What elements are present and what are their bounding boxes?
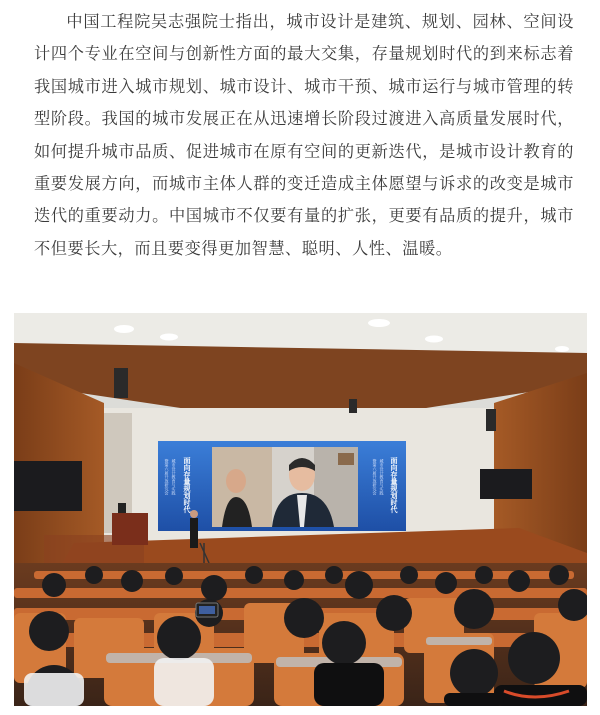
article-paragraph: 中国工程院吴志强院士指出，城市设计是建筑、规划、园林、空间设计四个专业在空间与创新性方面的最大交集，存量规划时代的到来标志着我国城市进入城市规划、城市设计、城市干预、城市运行与城市管理的转型阶段。我国的城市发展正在从迅速增长阶段过渡进入高质量发展时代，如何提升城市品质、促进城市在原有空间的更新迭代，是城市设计教育的重要发展方向，而城市主体人群的变迁造成主体愿望与诉求的改变是城市迭代的重要动力。中国城市不仅要有量的扩张，更要有品质的提升，城市不但要长大，而且要变得更加智慧、聪明、人性、温暖。 — [34, 12, 574, 258]
screen-title-left: 面向存量规划时代 — [183, 457, 191, 513]
svg-text:面向存量规划时代: 面向存量规划时代 — [390, 457, 398, 513]
lecture-hall-photo — [14, 313, 587, 706]
svg-text:城市设计教育与实践: 城市设计教育与实践 — [171, 459, 177, 495]
svg-text:城市设计教育与实践: 城市设计教育与实践 — [379, 459, 385, 495]
svg-text:暨第六届开放研究会: 暨第六届开放研究会 — [164, 459, 170, 495]
svg-text:暨第六届开放研究会: 暨第六届开放研究会 — [372, 459, 378, 495]
